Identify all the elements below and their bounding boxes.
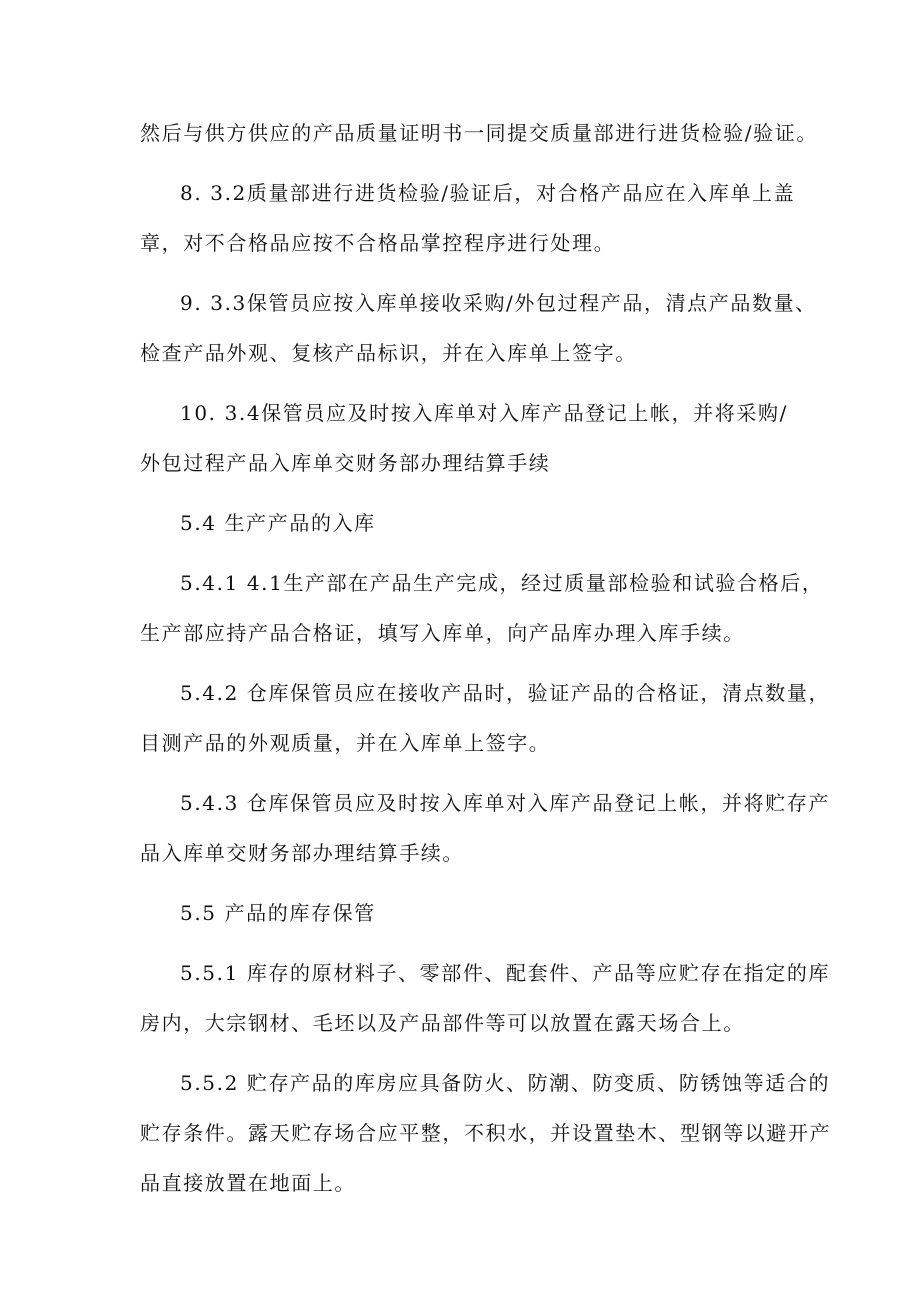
paragraph-line: 5.4.3 仓库保管员应及时按入库单对入库产品登记上帐，并将贮存产 (180, 791, 831, 815)
paragraph-line: 5.5.2 贮存产品的库房应具备防火、防潮、防变质、防锈蚀等适合的 (180, 1071, 831, 1095)
paragraph-line: 品直接放置在地面上。 (140, 1171, 356, 1195)
section-heading: 5.4 生产产品的入库 (180, 511, 376, 535)
paragraph-line: 5.5.1 库存的原材料子、零部件、配套件、产品等应贮存在指定的库 (180, 961, 831, 985)
paragraph-line: 5.4.2 仓库保管员应在接收产品时，验证产品的合格证，清点数量， (180, 681, 831, 705)
paragraph-line: 贮存条件。露天贮存场合应平整，不积水，并设置垫木、型钢等以避开产 (140, 1121, 832, 1145)
paragraph-line: 8. 3.2质量部进行进货检验/验证后，对合格产品应在入库单上盖 (180, 181, 796, 205)
paragraph-line: 章，对不合格品应按不合格品掌控程序进行处理。 (140, 231, 616, 255)
paragraph-line: 生产部应持产品合格证，填写入库单，向产品库办理入库手续。 (140, 621, 745, 645)
paragraph-line: 10. 3.4保管员应及时按入库单对入库产品登记上帐，并将采购/ (180, 401, 788, 425)
paragraph-line: 房内，大宗钢材、毛坯以及产品部件等可以放置在露天场合上。 (140, 1011, 745, 1035)
paragraph-line: 9. 3.3保管员应按入库单接收采购/外包过程产品，清点产品数量、 (180, 291, 817, 315)
paragraph-line: 目测产品的外观质量，并在入库单上签字。 (140, 731, 551, 755)
paragraph-line: 检查产品外观、复核产品标识，并在入库单上签字。 (140, 341, 637, 365)
paragraph-line: 外包过程产品入库单交财务部办理结算手续 (140, 451, 551, 475)
paragraph-line: 品入库单交财务部办理结算手续。 (140, 841, 464, 865)
paragraph-line: 然后与供方供应的产品质量证明书一同提交质量部进行进货检验/验证。 (140, 121, 818, 145)
section-heading: 5.5 产品的库存保管 (180, 901, 376, 925)
paragraph-line: 5.4.1 4.1生产部在产品生产完成，经过质量部检验和试验合格后， (180, 571, 824, 595)
